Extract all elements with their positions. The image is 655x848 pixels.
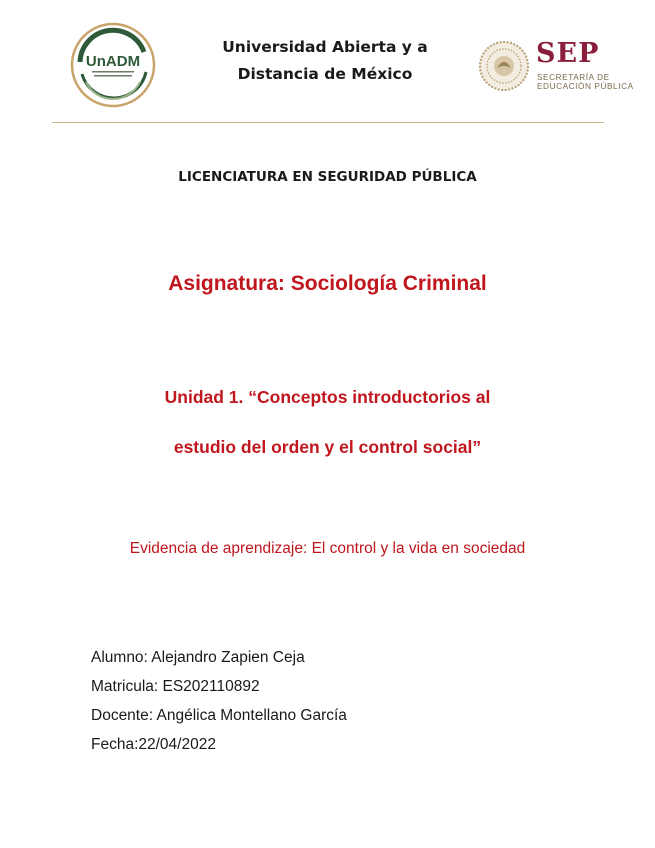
degree-title: LICENCIATURA EN SEGURIDAD PÚBLICA — [178, 169, 477, 185]
unit-title-line1: Unidad 1. “Conceptos introductorios al — [164, 387, 491, 407]
sep-logo-text: SEP — [536, 38, 600, 69]
sep-subtitle — [537, 73, 634, 91]
student-details — [91, 643, 347, 759]
teacher-name: Docente: Angélica Montellano García — [91, 707, 347, 724]
sep-seal-icon — [478, 40, 530, 92]
enrollment-number: Matricula: ES202110892 — [91, 678, 260, 695]
unadm-logo-text: UnADM — [85, 53, 141, 70]
header-divider — [52, 122, 604, 123]
evidence-title: Evidencia de aprendizaje: El control y la vida en sociedad — [129, 540, 526, 557]
university-name — [190, 34, 460, 88]
sep-subtitle-line1: SECRETARÍA DE — [537, 73, 610, 82]
student-name: Alumno: Alejandro Zapien Ceja — [91, 649, 305, 666]
sep-subtitle-line2: EDUCACIÓN PÚBLICA — [537, 82, 634, 91]
unit-title-line2: estudio del orden y el control social” — [173, 437, 482, 457]
document-date: Fecha:22/04/2022 — [91, 736, 216, 753]
unadm-logo — [70, 22, 156, 108]
university-name-line1: Universidad Abierta y a — [222, 38, 428, 56]
university-name-line2: Distancia de México — [237, 65, 413, 83]
unit-title — [0, 372, 655, 472]
subject-title: Asignatura: Sociología Criminal — [168, 272, 487, 295]
